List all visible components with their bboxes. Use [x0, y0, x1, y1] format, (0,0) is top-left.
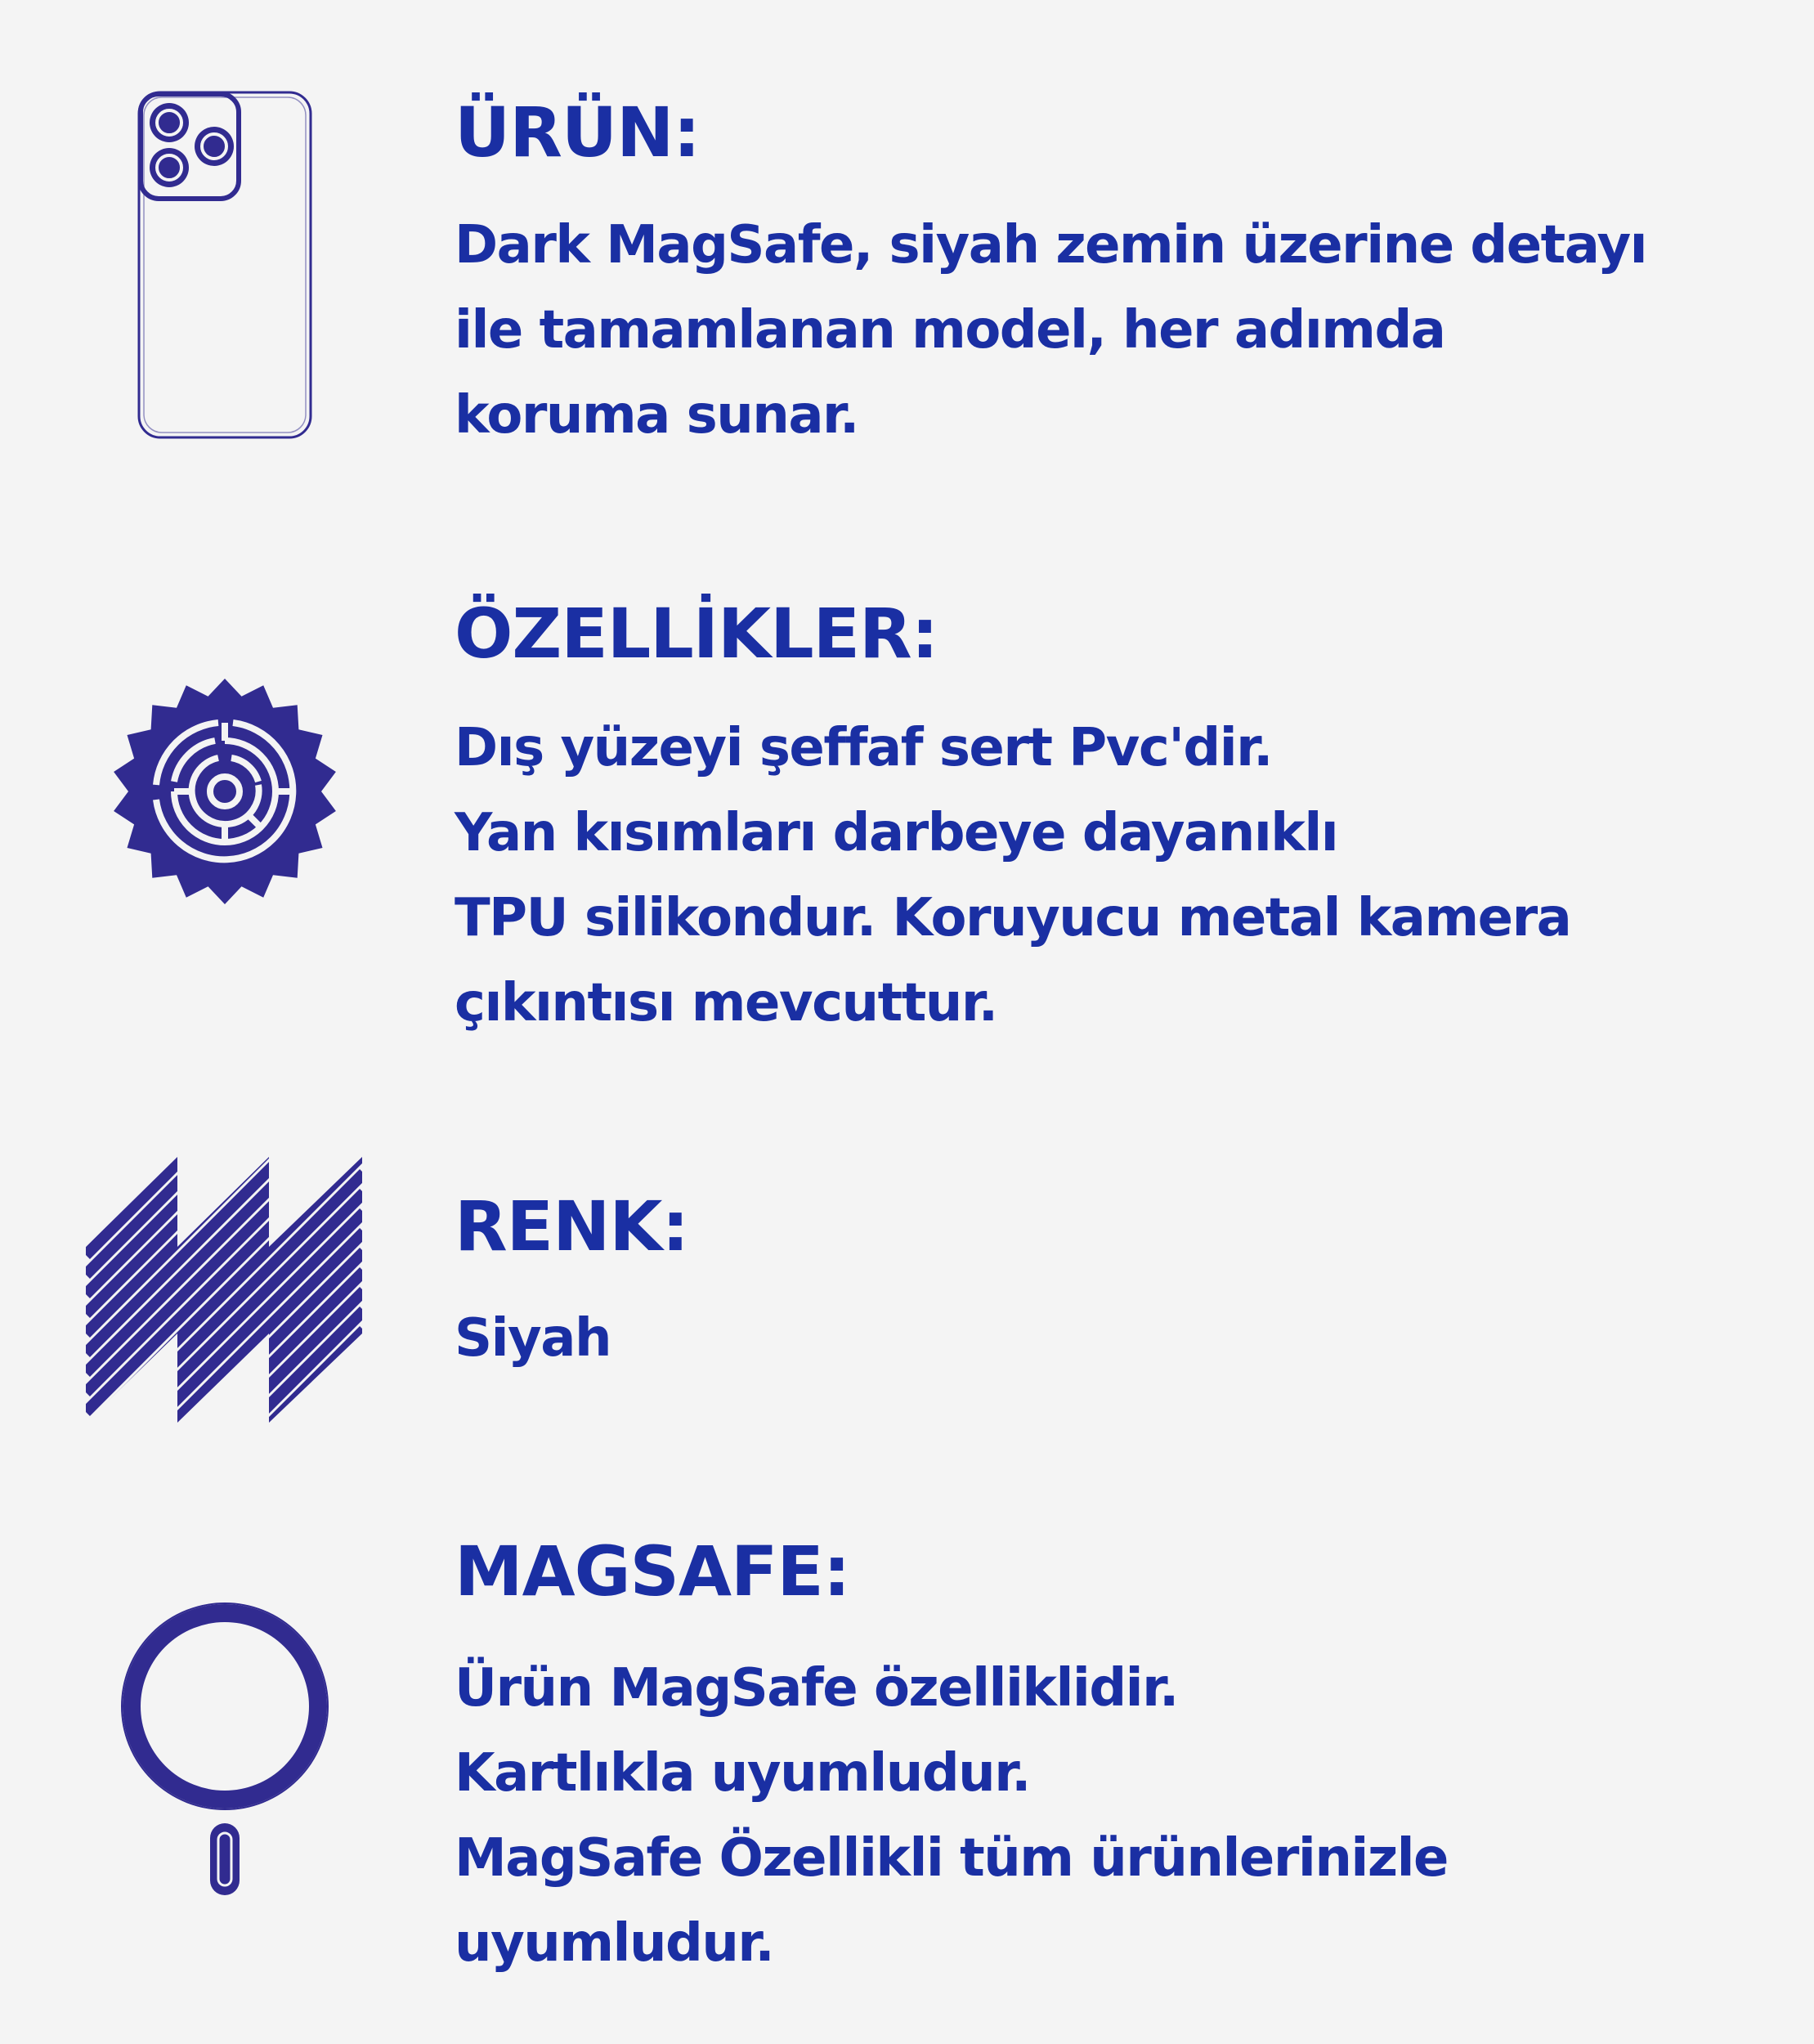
phone-case-icon: [131, 86, 319, 446]
section-body-features: [455, 706, 1570, 1046]
stripe-line: [86, 1350, 364, 1423]
section-body-product: [455, 203, 1646, 458]
section-heading-color: RENK:: [455, 1186, 689, 1266]
body-line: Dış yüzeyi şeffaf sert Pvc'dir.: [455, 718, 1272, 778]
section-heading-magsafe: MAGSAFE:: [455, 1531, 850, 1611]
stripe-line: [86, 1409, 364, 1423]
body-line: TPU silikondur. Koruyucu metal kamera: [455, 888, 1571, 948]
body-line: uyumludur.: [455, 1913, 774, 1974]
body-line: koruma sunar.: [455, 385, 858, 446]
body-line: Siyah: [455, 1308, 611, 1369]
stripe-line: [86, 1389, 364, 1423]
gear-maze-icon: [110, 677, 339, 906]
body-line: Yan kısımları darbeye dayanıklı: [455, 803, 1338, 863]
body-line: Dark MagSafe, siyah zemin üzerine detayı: [455, 215, 1647, 276]
body-line: MagSafe Özellikli tüm ürünlerinizle: [455, 1828, 1448, 1889]
body-line: ile tamamlanan model, her adımda: [455, 300, 1445, 361]
section-heading-features: ÖZELLİKLER:: [455, 594, 938, 674]
color-stripes-icon: [86, 1157, 364, 1423]
section-body-color: [455, 1296, 611, 1381]
stripe-line: [86, 1157, 364, 1196]
body-line: Ürün MagSafe özelliklidir.: [455, 1658, 1178, 1719]
body-line: çıkıntısı mevcuttur.: [455, 973, 997, 1033]
magsafe-ring-icon: [114, 1598, 335, 1901]
body-line: Kartlıkla uyumludur.: [455, 1743, 1030, 1804]
stripe-line: [86, 1157, 364, 1177]
section-heading-product: ÜRÜN:: [455, 92, 700, 173]
section-body-magsafe: [455, 1646, 1448, 1986]
